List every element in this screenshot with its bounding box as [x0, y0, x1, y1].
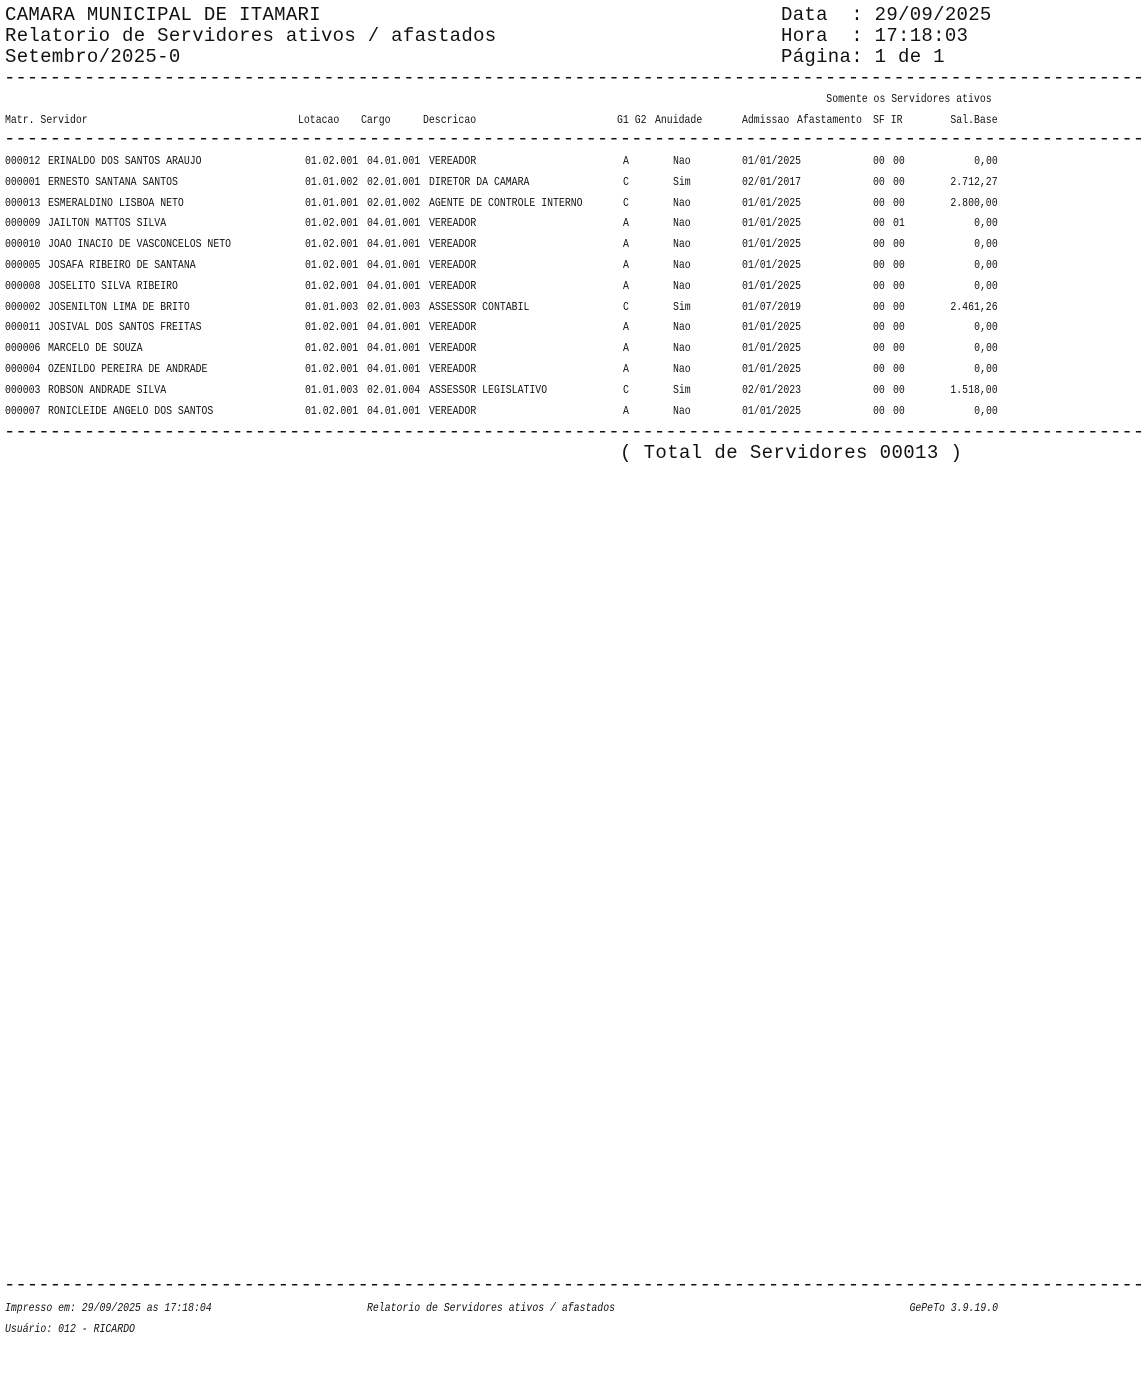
- footer-printed: Impresso em: 29/09/2025 as 17:18:04: [5, 1301, 212, 1315]
- footer-version: GePeTo 3.9.19.0: [909, 1301, 998, 1315]
- cell-g1: A: [623, 278, 629, 293]
- cell-anuidade: Nao: [673, 362, 691, 376]
- cell-sf: 00: [873, 278, 885, 293]
- cell-admissao: 01/01/2025: [742, 278, 802, 293]
- cell-lotacao: 01.01.001: [305, 195, 359, 210]
- total-servidores: ( Total de Servidores 00013 ): [620, 442, 963, 464]
- cell-matr: 000012: [5, 154, 41, 168]
- cell-sf: 00: [873, 195, 885, 210]
- cell-lotacao: 01.02.001: [305, 278, 359, 293]
- cell-servidor: JAILTON MATTOS SILVA: [48, 216, 167, 231]
- cell-ir: 00: [893, 382, 905, 397]
- cell-servidor: JOSELITO SILVA RIBEIRO: [48, 278, 178, 293]
- cell-lotacao: 01.01.003: [305, 299, 359, 314]
- cell-ir: 00: [893, 299, 905, 314]
- cell-servidor: ERNESTO SANTANA SANTOS: [48, 174, 178, 189]
- cell-sal-base: 0,00: [974, 237, 998, 252]
- cell-matr: 000005: [5, 258, 41, 272]
- footer-report-name: Relatorio de Servidores ativos / afastados: [367, 1301, 616, 1315]
- cell-lotacao: 01.02.001: [305, 258, 359, 272]
- cell-cargo: 04.01.001: [367, 237, 421, 252]
- cell-g1: A: [623, 237, 629, 252]
- cell-cargo: 04.01.001: [367, 278, 421, 293]
- cell-cargo: 02.01.004: [367, 382, 421, 397]
- cell-ir: 00: [893, 237, 905, 252]
- cell-sal-base: 0,00: [974, 320, 998, 335]
- cell-anuidade: Nao: [673, 216, 691, 231]
- cell-admissao: 01/01/2025: [742, 237, 802, 252]
- cell-g1: C: [623, 174, 629, 189]
- cell-matr: 000007: [5, 403, 41, 418]
- cell-lotacao: 01.02.001: [305, 341, 359, 356]
- cell-lotacao: 01.01.003: [305, 382, 359, 397]
- report-time: Hora : 17:18:03: [781, 25, 969, 47]
- cell-g1: C: [623, 195, 629, 210]
- table-row: [0, 382, 1009, 402]
- cell-cargo: 02.01.003: [367, 299, 421, 314]
- cell-cargo: 02.01.002: [367, 195, 421, 210]
- column-header-matr-servidor: Matr. Servidor: [5, 113, 88, 127]
- cell-matr: 000004: [5, 362, 41, 376]
- cell-sf: 00: [873, 320, 885, 335]
- cell-sf: 00: [873, 258, 885, 272]
- cell-servidor: MARCELO DE SOUZA: [48, 341, 143, 356]
- cell-g1: A: [623, 403, 629, 418]
- cell-g1: A: [623, 362, 629, 376]
- cell-lotacao: 01.02.001: [305, 362, 359, 376]
- cell-ir: 00: [893, 174, 905, 189]
- table-row: [0, 319, 1009, 339]
- cell-sal-base: 0,00: [974, 403, 998, 418]
- cell-sf: 00: [873, 362, 885, 376]
- cell-sf: 00: [873, 403, 885, 418]
- cell-ir: 00: [893, 341, 905, 356]
- cell-descricao: VEREADOR: [429, 403, 477, 418]
- cell-ir: 00: [893, 195, 905, 210]
- cell-matr: 000008: [5, 278, 41, 293]
- cell-g1: A: [623, 320, 629, 335]
- cell-descricao: VEREADOR: [429, 154, 477, 168]
- cell-sf: 00: [873, 216, 885, 231]
- report-title: Relatorio de Servidores ativos / afastados: [5, 25, 497, 47]
- cell-g1: A: [623, 341, 629, 356]
- cell-admissao: 01/01/2025: [742, 341, 802, 356]
- cell-matr: 000011: [5, 320, 41, 335]
- cell-anuidade: Nao: [673, 195, 691, 210]
- cell-sal-base: 1.518,00: [950, 382, 998, 397]
- cell-g1: A: [623, 154, 629, 168]
- cell-cargo: 04.01.001: [367, 341, 421, 356]
- cell-descricao: VEREADOR: [429, 258, 477, 272]
- cell-ir: 00: [893, 362, 905, 376]
- cell-admissao: 01/01/2025: [742, 320, 802, 335]
- column-header-lotacao: Lotacao: [298, 113, 340, 127]
- table-row: [0, 153, 1009, 173]
- cell-sf: 00: [873, 154, 885, 168]
- cell-sf: 00: [873, 341, 885, 356]
- cell-cargo: 04.01.001: [367, 154, 421, 168]
- column-header-afastamento: Afastamento: [797, 113, 862, 127]
- cell-servidor: JOAO INACIO DE VASCONCELOS NETO: [48, 237, 232, 252]
- cell-matr: 000010: [5, 237, 41, 252]
- cell-anuidade: Sim: [673, 299, 691, 314]
- table-row: [0, 278, 1009, 298]
- cell-admissao: 01/07/2019: [742, 299, 802, 314]
- table-row: [0, 195, 1009, 215]
- cell-admissao: 02/01/2017: [742, 174, 802, 189]
- cell-matr: 000013: [5, 195, 41, 210]
- divider: ----------------------------------------------------------------------------------------------------: [4, 421, 1144, 443]
- cell-descricao: VEREADOR: [429, 320, 477, 335]
- cell-descricao: VEREADOR: [429, 341, 477, 356]
- cell-lotacao: 01.02.001: [305, 403, 359, 418]
- table-row: [0, 174, 1009, 194]
- cell-sal-base: 0,00: [974, 362, 998, 376]
- cell-descricao: VEREADOR: [429, 216, 477, 231]
- cell-ir: 00: [893, 403, 905, 418]
- cell-admissao: 01/01/2025: [742, 258, 802, 272]
- cell-ir: 01: [893, 216, 905, 231]
- cell-servidor: JOSAFA RIBEIRO DE SANTANA: [48, 258, 196, 272]
- cell-admissao: 02/01/2023: [742, 382, 802, 397]
- cell-servidor: ESMERALDINO LISBOA NETO: [48, 195, 184, 210]
- cell-anuidade: Nao: [673, 341, 691, 356]
- cell-lotacao: 01.02.001: [305, 237, 359, 252]
- cell-cargo: 04.01.001: [367, 362, 421, 376]
- cell-cargo: 04.01.001: [367, 403, 421, 418]
- divider: ----------------------------------------------------------------------------------------------------: [4, 67, 1144, 89]
- cell-admissao: 01/01/2025: [742, 216, 802, 231]
- column-header-sal-base: Sal.Base: [950, 113, 998, 127]
- cell-matr: 000003: [5, 382, 41, 397]
- cell-sal-base: 2.800,00: [950, 195, 998, 210]
- cell-cargo: 04.01.001: [367, 320, 421, 335]
- table-row: [0, 403, 1009, 423]
- cell-ir: 00: [893, 258, 905, 272]
- cell-admissao: 01/01/2025: [742, 403, 802, 418]
- cell-sal-base: 0,00: [974, 278, 998, 293]
- table-row: [0, 340, 1009, 360]
- cell-servidor: JOSIVAL DOS SANTOS FREITAS: [48, 320, 202, 335]
- cell-lotacao: 01.02.001: [305, 216, 359, 231]
- cell-descricao: VEREADOR: [429, 278, 477, 293]
- cell-g1: C: [623, 382, 629, 397]
- filter-note: Somente os Servidores ativos: [826, 92, 992, 106]
- cell-sal-base: 0,00: [974, 258, 998, 272]
- cell-anuidade: Nao: [673, 154, 691, 168]
- cell-g1: A: [623, 216, 629, 231]
- cell-anuidade: Nao: [673, 403, 691, 418]
- cell-lotacao: 01.02.001: [305, 320, 359, 335]
- cell-servidor: RONICLEIDE ANGELO DOS SANTOS: [48, 403, 214, 418]
- column-header-cargo: Cargo: [361, 113, 391, 127]
- cell-ir: 00: [893, 320, 905, 335]
- cell-descricao: ASSESSOR LEGISLATIVO: [429, 382, 548, 397]
- cell-admissao: 01/01/2025: [742, 154, 802, 168]
- footer-divider: ----------------------------------------------------------------------------------------------------: [4, 1274, 1144, 1296]
- cell-anuidade: Nao: [673, 237, 691, 252]
- cell-sal-base: 0,00: [974, 341, 998, 356]
- cell-admissao: 01/01/2025: [742, 362, 802, 376]
- cell-servidor: ROBSON ANDRADE SILVA: [48, 382, 167, 397]
- cell-g1: A: [623, 258, 629, 272]
- cell-descricao: ASSESSOR CONTABIL: [429, 299, 530, 314]
- cell-ir: 00: [893, 154, 905, 168]
- cell-anuidade: Nao: [673, 320, 691, 335]
- cell-sal-base: 2.712,27: [950, 174, 998, 189]
- column-header-sf-ir: SF IR: [873, 113, 903, 127]
- cell-servidor: ERINALDO DOS SANTOS ARAUJO: [48, 154, 202, 168]
- cell-cargo: 04.01.001: [367, 216, 421, 231]
- column-header-g1g2: G1 G2: [617, 113, 647, 127]
- cell-anuidade: Sim: [673, 174, 691, 189]
- page-indicator: Página: 1 de 1: [781, 46, 945, 68]
- table-row: [0, 361, 1009, 381]
- cell-sal-base: 0,00: [974, 216, 998, 231]
- report-date: Data : 29/09/2025: [781, 4, 992, 26]
- table-row: [0, 215, 1009, 235]
- cell-descricao: VEREADOR: [429, 237, 477, 252]
- cell-matr: 000002: [5, 299, 41, 314]
- cell-sal-base: 2.461,26: [950, 299, 998, 314]
- cell-sf: 00: [873, 237, 885, 252]
- cell-lotacao: 01.02.001: [305, 154, 359, 168]
- cell-servidor: JOSENILTON LIMA DE BRITO: [48, 299, 190, 314]
- cell-lotacao: 01.01.002: [305, 174, 359, 189]
- cell-anuidade: Nao: [673, 278, 691, 293]
- report-period: Setembro/2025-0: [5, 46, 181, 68]
- column-header-descricao: Descricao: [423, 113, 477, 127]
- cell-sf: 00: [873, 174, 885, 189]
- cell-cargo: 04.01.001: [367, 258, 421, 272]
- cell-descricao: AGENTE DE CONTROLE INTERNO: [429, 195, 583, 210]
- cell-ir: 00: [893, 278, 905, 293]
- table-row: [0, 299, 1009, 319]
- cell-descricao: DIRETOR DA CAMARA: [429, 174, 530, 189]
- footer-user: Usuário: 012 - RICARDO: [5, 1322, 135, 1336]
- cell-anuidade: Sim: [673, 382, 691, 397]
- cell-sf: 00: [873, 299, 885, 314]
- cell-descricao: VEREADOR: [429, 362, 477, 376]
- cell-g1: C: [623, 299, 629, 314]
- column-header-admissao: Admissao: [742, 113, 790, 127]
- table-row: [0, 257, 1009, 277]
- cell-servidor: OZENILDO PEREIRA DE ANDRADE: [48, 362, 208, 376]
- organization-name: CAMARA MUNICIPAL DE ITAMARI: [5, 4, 321, 26]
- divider: ----------------------------------------------------------------------------------------------------: [4, 128, 1144, 150]
- cell-matr: 000006: [5, 341, 41, 356]
- cell-anuidade: Nao: [673, 258, 691, 272]
- cell-matr: 000009: [5, 216, 41, 231]
- cell-cargo: 02.01.001: [367, 174, 421, 189]
- cell-matr: 000001: [5, 174, 41, 189]
- column-header-anuidade: Anuidade: [655, 113, 703, 127]
- cell-admissao: 01/01/2025: [742, 195, 802, 210]
- table-row: [0, 236, 1009, 256]
- cell-sal-base: 0,00: [974, 154, 998, 168]
- cell-sf: 00: [873, 382, 885, 397]
